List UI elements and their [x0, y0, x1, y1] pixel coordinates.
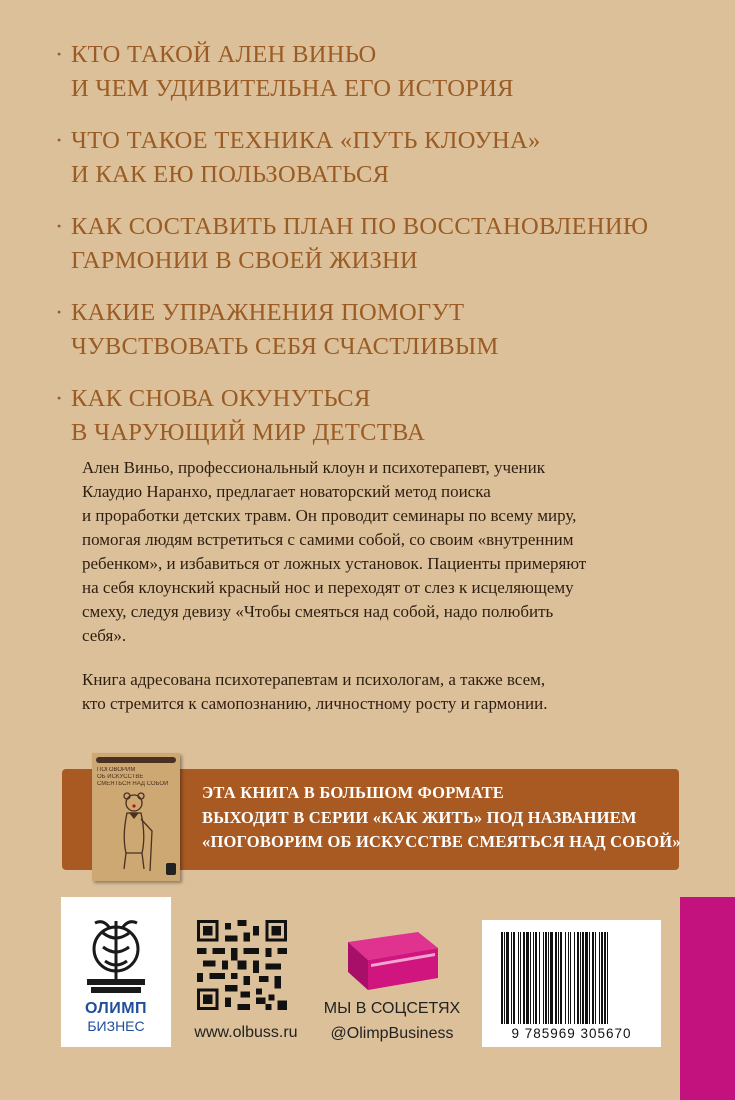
description-line: смеху, следуя девизу «Чтобы смеяться над собой, надо полюбить: [82, 602, 554, 621]
topic-line: КАК СОСТАВИТЬ ПЛАН ПО ВОССТАНОВЛЕНИЮ: [71, 213, 649, 240]
topic-line: И КАК ЕЮ ПОЛЬЗОВАТЬСЯ: [71, 161, 390, 188]
isbn-barcode: [482, 920, 661, 1047]
barcode-bar: [582, 932, 584, 1024]
barcode-bar: [604, 932, 606, 1024]
cover-title: [97, 767, 175, 788]
barcode-bar: [592, 932, 594, 1024]
barcode-bar: [545, 932, 547, 1024]
cover-header-bar: [96, 757, 176, 763]
description-line: Клаудио Наранхо, предлагает новаторский метод поиска: [82, 482, 491, 501]
topics-list: [55, 38, 695, 468]
audience-line: кто стремится к самопознанию, личностному росту и гармонии.: [82, 694, 548, 713]
description-line: помогая людям встретиться с самими собой, со своим «внутренним: [82, 530, 574, 549]
bullet-marker: ·: [55, 41, 64, 68]
topic-line: КАКИЕ УПРАЖНЕНИЯ ПОМОГУТ: [71, 299, 465, 326]
description-line: и проработки детских травм. Он проводит семинары по всему миру,: [82, 506, 577, 525]
barcode-bar: [601, 932, 603, 1024]
topic-line: КАК СНОВА ОКУНУТЬСЯ: [71, 385, 371, 412]
barcode-bar: [501, 932, 503, 1024]
description-line: ребенком», и избавиться от ложных установок. Пациенты примеряют: [82, 554, 587, 573]
social-handle[interactable]: @OlimpBusiness: [330, 1025, 454, 1042]
bullet-marker: ·: [55, 127, 64, 154]
topic-line: КТО ТАКОЙ АЛЕН ВИНЬО: [71, 41, 377, 68]
bullet-marker: ·: [55, 385, 64, 412]
cover-title-line: СМЕЯТЬСЯ НАД СОБОЙ: [97, 781, 169, 787]
barcode-bar: [589, 932, 590, 1024]
decorative-strip: [680, 897, 735, 1100]
isbn-number: 9 785969 305670: [511, 1026, 632, 1041]
barcode-bar: [535, 932, 537, 1024]
banner-line: ВЫХОДИТ В СЕРИИ «КАК ЖИТЬ» ПОД НАЗВАНИЕМ: [202, 807, 637, 827]
description-line: себя».: [82, 626, 127, 645]
barcode-bar: [577, 932, 579, 1024]
barcode-bar: [539, 932, 540, 1024]
topic-item: [55, 124, 695, 192]
banner-line: ЭТА КНИГА В БОЛЬШОМ ФОРМАТЕ: [202, 783, 505, 802]
barcode-bar: [530, 932, 531, 1024]
barcode-bar: [533, 932, 534, 1024]
barcode-bar: [568, 932, 569, 1024]
description-line: на себя клоунский красный нос и переходят от слез к исцеляющему: [82, 578, 574, 597]
barcode-bar: [607, 932, 608, 1024]
barcode-bar: [511, 932, 512, 1024]
barcode-bar: [550, 932, 553, 1024]
topic-line: И ЧЕМ УДИВИТЕЛЬНА ЕГО ИСТОРИЯ: [71, 75, 514, 102]
barcode-bar: [526, 932, 529, 1024]
barcode-bar: [518, 932, 519, 1024]
barcode-bar: [585, 932, 588, 1024]
series-book-cover: [92, 753, 180, 881]
publisher-badge-icon: [166, 863, 176, 875]
barcode-bar: [523, 932, 525, 1024]
cover-title-line: ОБ ИСКУССТВЕ: [97, 774, 144, 780]
barcode-bar: [504, 932, 505, 1024]
website-link[interactable]: www.olbuss.ru: [194, 1024, 298, 1041]
barcode-bar: [513, 932, 515, 1024]
barcode-bar: [565, 932, 566, 1024]
barcode-bar: [560, 932, 562, 1024]
topic-item: [55, 210, 695, 278]
barcode-bar: [543, 932, 544, 1024]
banner-line: «ПОГОВОРИМ ОБ ИСКУССТВЕ СМЕЯТЬСЯ НАД СОБОЙ»: [202, 832, 681, 851]
hermes-logo-icon: [81, 913, 151, 999]
barcode-bar: [548, 932, 549, 1024]
audience-line: Книга адресована психотерапевтам и психологам, а также всем,: [82, 670, 546, 689]
banner-text: [202, 781, 681, 855]
social-heading: МЫ В СОЦСЕТЯХ: [323, 1000, 461, 1017]
description-paragraph: [82, 456, 682, 648]
book-icon: [334, 918, 444, 996]
topic-line: ГАРМОНИИ В СВОЕЙ ЖИЗНИ: [71, 247, 419, 274]
qr-code-icon[interactable]: [197, 920, 287, 1010]
topic-line: В ЧАРУЮЩИЙ МИР ДЕТСТВА: [71, 419, 426, 446]
cover-title-line: ПОГОВОРИМ: [97, 767, 136, 773]
barcode-bar: [595, 932, 596, 1024]
publisher-subname: БИЗНЕС: [87, 1018, 145, 1034]
publisher-logo: [61, 897, 171, 1047]
topic-line: ЧУВСТВОВАТЬ СЕБЯ СЧАСТЛИВЫМ: [71, 333, 499, 360]
bear-illustration-icon: [112, 791, 162, 875]
topic-item: [55, 382, 695, 450]
barcode-bar: [506, 932, 509, 1024]
barcode-bar: [599, 932, 600, 1024]
bullet-marker: ·: [55, 299, 64, 326]
barcode-bar: [520, 932, 521, 1024]
barcode-bar: [574, 932, 575, 1024]
topic-line: ЧТО ТАКОЕ ТЕХНИКА «ПУТЬ КЛОУНА»: [71, 127, 541, 154]
description-line: Ален Виньо, профессиональный клоун и психотерапевт, ученик: [82, 458, 546, 477]
barcode-bar: [570, 932, 571, 1024]
barcode-icon: [501, 932, 642, 1024]
barcode-bar: [555, 932, 557, 1024]
barcode-bar: [580, 932, 581, 1024]
publisher-name: ОЛИМП: [84, 1000, 148, 1017]
topic-item: [55, 296, 695, 364]
bullet-marker: ·: [55, 213, 64, 240]
barcode-bar: [558, 932, 559, 1024]
audience-paragraph: [82, 668, 682, 716]
topic-item: [55, 38, 695, 106]
